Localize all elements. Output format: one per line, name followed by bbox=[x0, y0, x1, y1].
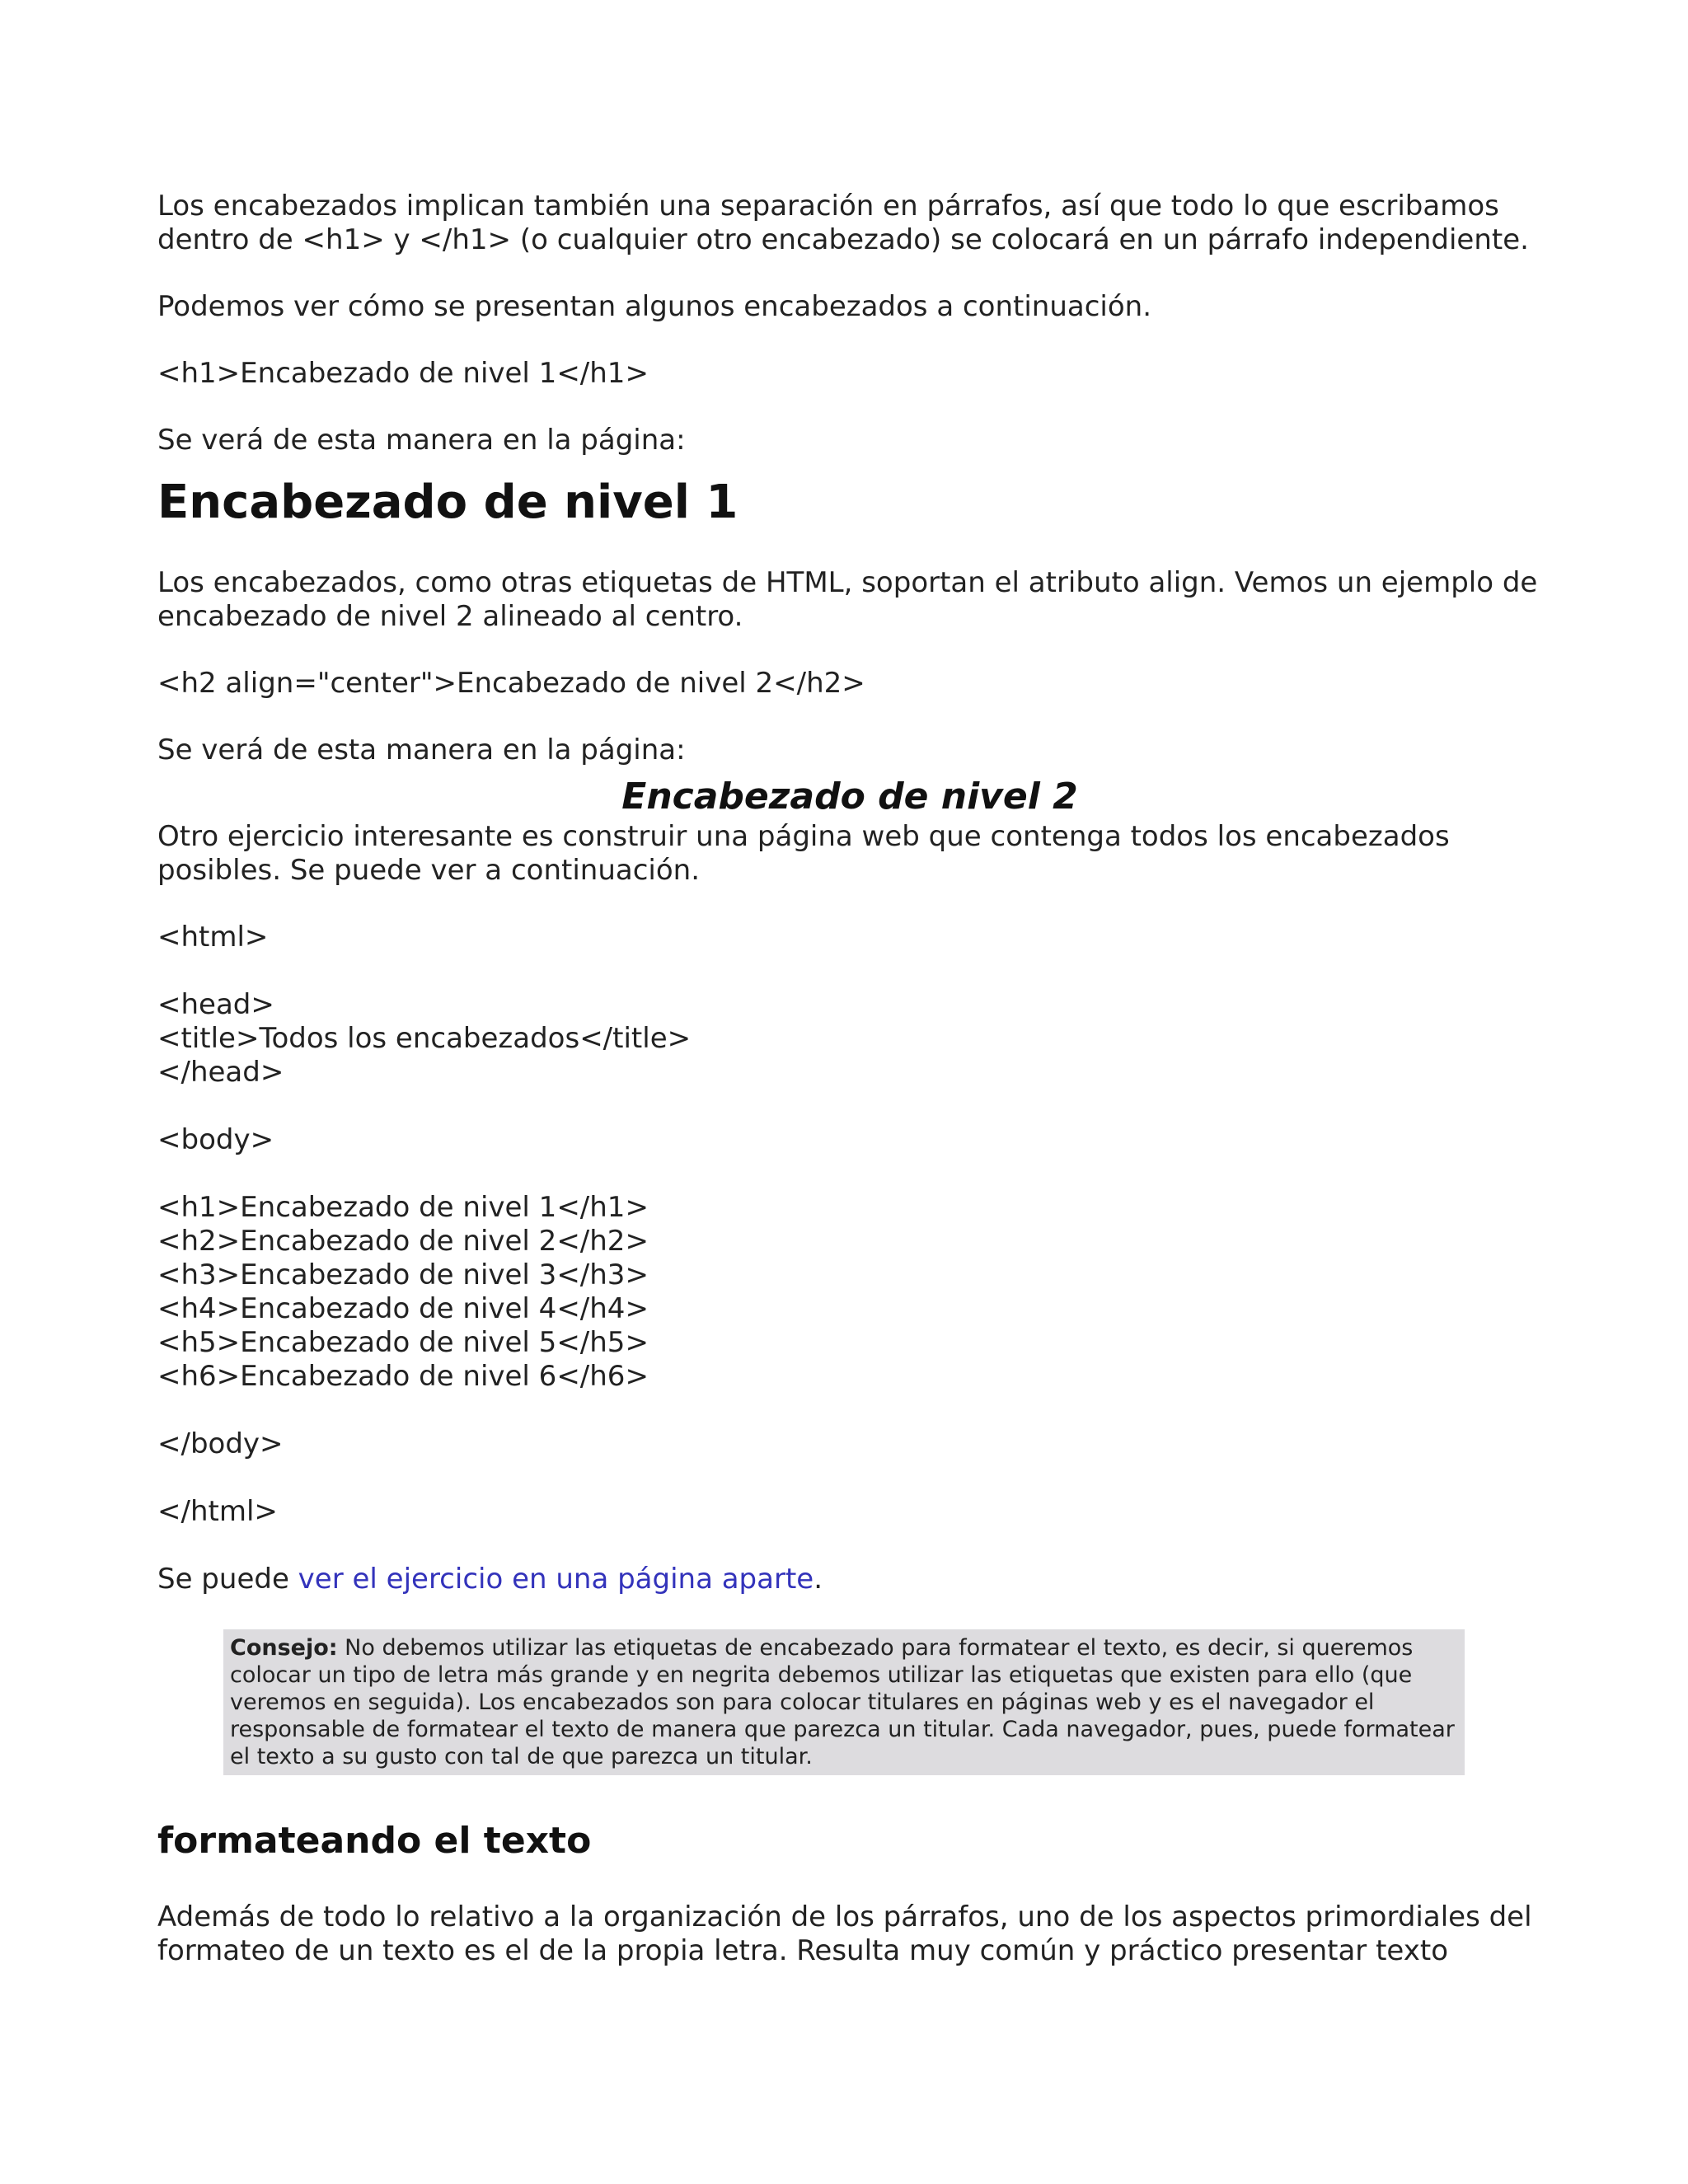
tip-box bbox=[223, 1629, 1465, 1775]
code-h1-example: <h1>Encabezado de nivel 1</h1> bbox=[157, 357, 649, 390]
code-line: <h5>Encabezado de nivel 5</h5> bbox=[157, 1326, 649, 1359]
code-line: <h3>Encabezado de nivel 3</h3> bbox=[157, 1258, 649, 1291]
document-page bbox=[157, 190, 1542, 2001]
paragraph-examples-intro: Podemos ver cómo se presentan algunos encabezados a continuación. bbox=[157, 290, 1152, 323]
code-h2-example: <h2 align="center">Encabezado de nivel 2</h2> bbox=[157, 667, 865, 700]
code-gap bbox=[157, 1394, 1542, 1427]
code-line: <h1>Encabezado de nivel 1</h1> bbox=[157, 1191, 649, 1224]
paragraph-all-headings-exercise: Otro ejercicio interesante es construir una página web que contenga todos los encabezados posibles. Se puede ver a continuación. bbox=[157, 820, 1450, 887]
code-line: <body> bbox=[157, 1123, 274, 1156]
paragraph-headings-separation: Los encabezados implican también una separación en párrafos, así que todo lo que escribamos dentro de <h1> y </h1> (o cualquier otro encabezado) se colocará en un párrafo independiente. bbox=[157, 190, 1529, 256]
code-gap bbox=[157, 1157, 1542, 1191]
code-line: <title>Todos los encabezados</title> bbox=[157, 1022, 692, 1055]
code-gap bbox=[157, 1090, 1542, 1123]
code-line: <h2>Encabezado de nivel 2</h2> bbox=[157, 1225, 649, 1258]
paragraph-rendered-intro-2: Se verá de esta manera en la página: bbox=[157, 733, 686, 766]
tip-label: Consejo: bbox=[230, 1635, 338, 1661]
paragraph-rendered-intro-1: Se verá de esta manera en la página: bbox=[157, 424, 686, 457]
code-block-all-headings bbox=[157, 921, 1542, 1563]
code-line: <h6>Encabezado de nivel 6</h6> bbox=[157, 1360, 649, 1393]
code-line: <h4>Encabezado de nivel 4</h4> bbox=[157, 1292, 649, 1325]
code-gap bbox=[157, 1461, 1542, 1495]
tip-text: No debemos utilizar las etiquetas de encabezado para formatear el texto, es decir, si queremos colocar un tipo de letra más grande y en negrita debemos utilizar las etiquetas que existen para ello (que veremos en seguida). Los encabezados son para colocar titulares en páginas web y es el navegador el responsable de formatear el texto de manera que parezca un titular. Cada navegador, pues, puede formatear el texto a su gusto con tal de que parezca un titular. bbox=[230, 1635, 1455, 1769]
code-gap bbox=[157, 1529, 1542, 1563]
rendered-h2-example: Encabezado de nivel 2 bbox=[621, 776, 1078, 818]
code-line: </body> bbox=[157, 1427, 284, 1460]
paragraph-letter-formatting: Además de todo lo relativo a la organización de los párrafos, uno de los aspectos primordiales del formateo de un texto es el de la propia letra. Resulta muy común y práctico presentar texto bbox=[157, 1900, 1532, 1967]
code-line: <head> bbox=[157, 988, 274, 1021]
code-line: </head> bbox=[157, 1056, 284, 1089]
rendered-h1-example: Encabezado de nivel 1 bbox=[157, 476, 738, 529]
code-line: <html> bbox=[157, 921, 269, 954]
paragraph-align-attribute: Los encabezados, como otras etiquetas de HTML, soportan el atributo align. Vemos un ejemplo de encabezado de nivel 2 alineado al centro. bbox=[157, 566, 1538, 633]
section-title-formatting: formateando el texto bbox=[157, 1820, 592, 1862]
link-suffix: . bbox=[814, 1563, 823, 1596]
exercise-link[interactable]: ver el ejercicio en una página aparte bbox=[298, 1563, 814, 1596]
code-line: </html> bbox=[157, 1495, 278, 1528]
code-gap bbox=[157, 954, 1542, 988]
paragraph-exercise-link bbox=[157, 1563, 1542, 1596]
link-prefix: Se puede bbox=[157, 1563, 298, 1596]
